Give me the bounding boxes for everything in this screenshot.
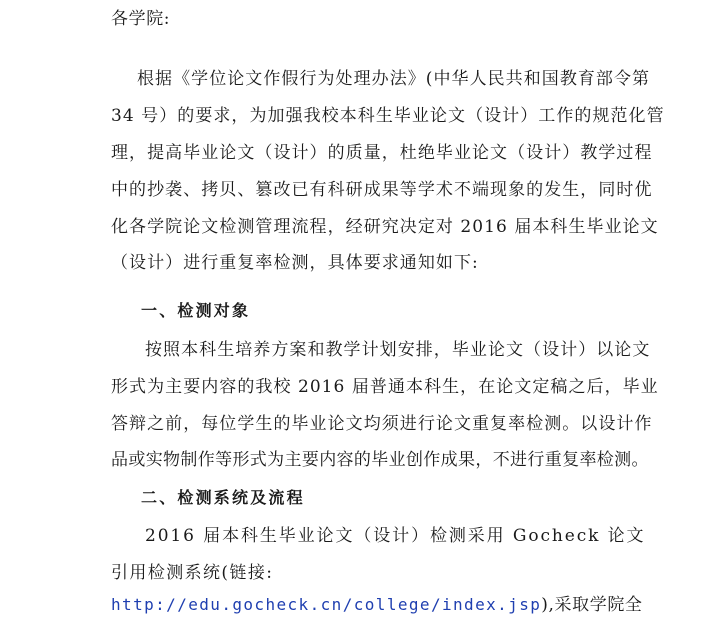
intro-line-3: 理，提高毕业论文（设计）的质量，杜绝毕业论文（设计）教学过程 [111, 143, 653, 163]
intro-line-1: 根据《学位论文作假行为处理办法》(中华人民共和国教育部令第 [137, 69, 651, 89]
intro-line-5: 化各学院论文检测管理流程，经研究决定对 2016 届本科生毕业论文 [111, 217, 659, 237]
section2-line-3-tail: ),采取学院全 [541, 595, 643, 615]
section1-line-1: 按照本科生培养方案和教学计划安排，毕业论文（设计）以论文 [145, 340, 651, 360]
salutation: 各学院: [111, 9, 171, 29]
section2-link-line [111, 594, 643, 616]
section-heading-1: 一、检测对象 [141, 301, 251, 320]
section1-line-4: 品或实物制作等形式为主要内容的毕业创作成果，不进行重复率检测。 [111, 450, 649, 470]
intro-line-4: 中的抄袭、拷贝、篡改已有科研成果等学术不端现象的发生，同时优 [111, 180, 653, 200]
section1-line-2: 形式为主要内容的我校 2016 届普通本科生，在论文定稿之后，毕业 [111, 377, 659, 397]
section2-line-1: 2016 届本科生毕业论文（设计）检测采用 Gocheck 论文 [145, 526, 646, 546]
section2-line-2: 引用检测系统(链接: [111, 563, 274, 583]
intro-line-6: （设计）进行重复率检测，具体要求通知如下: [111, 253, 479, 273]
section-heading-2: 二、检测系统及流程 [141, 488, 305, 507]
intro-line-2: 34 号）的要求，为加强我校本科生毕业论文（设计）工作的规范化管 [111, 106, 665, 126]
gocheck-link[interactable]: http://edu.gocheck.cn/college/index.jsp [111, 595, 542, 614]
section1-line-3: 答辩之前，每位学生的毕业论文均须进行论文重复率检测。以设计作 [111, 414, 653, 434]
